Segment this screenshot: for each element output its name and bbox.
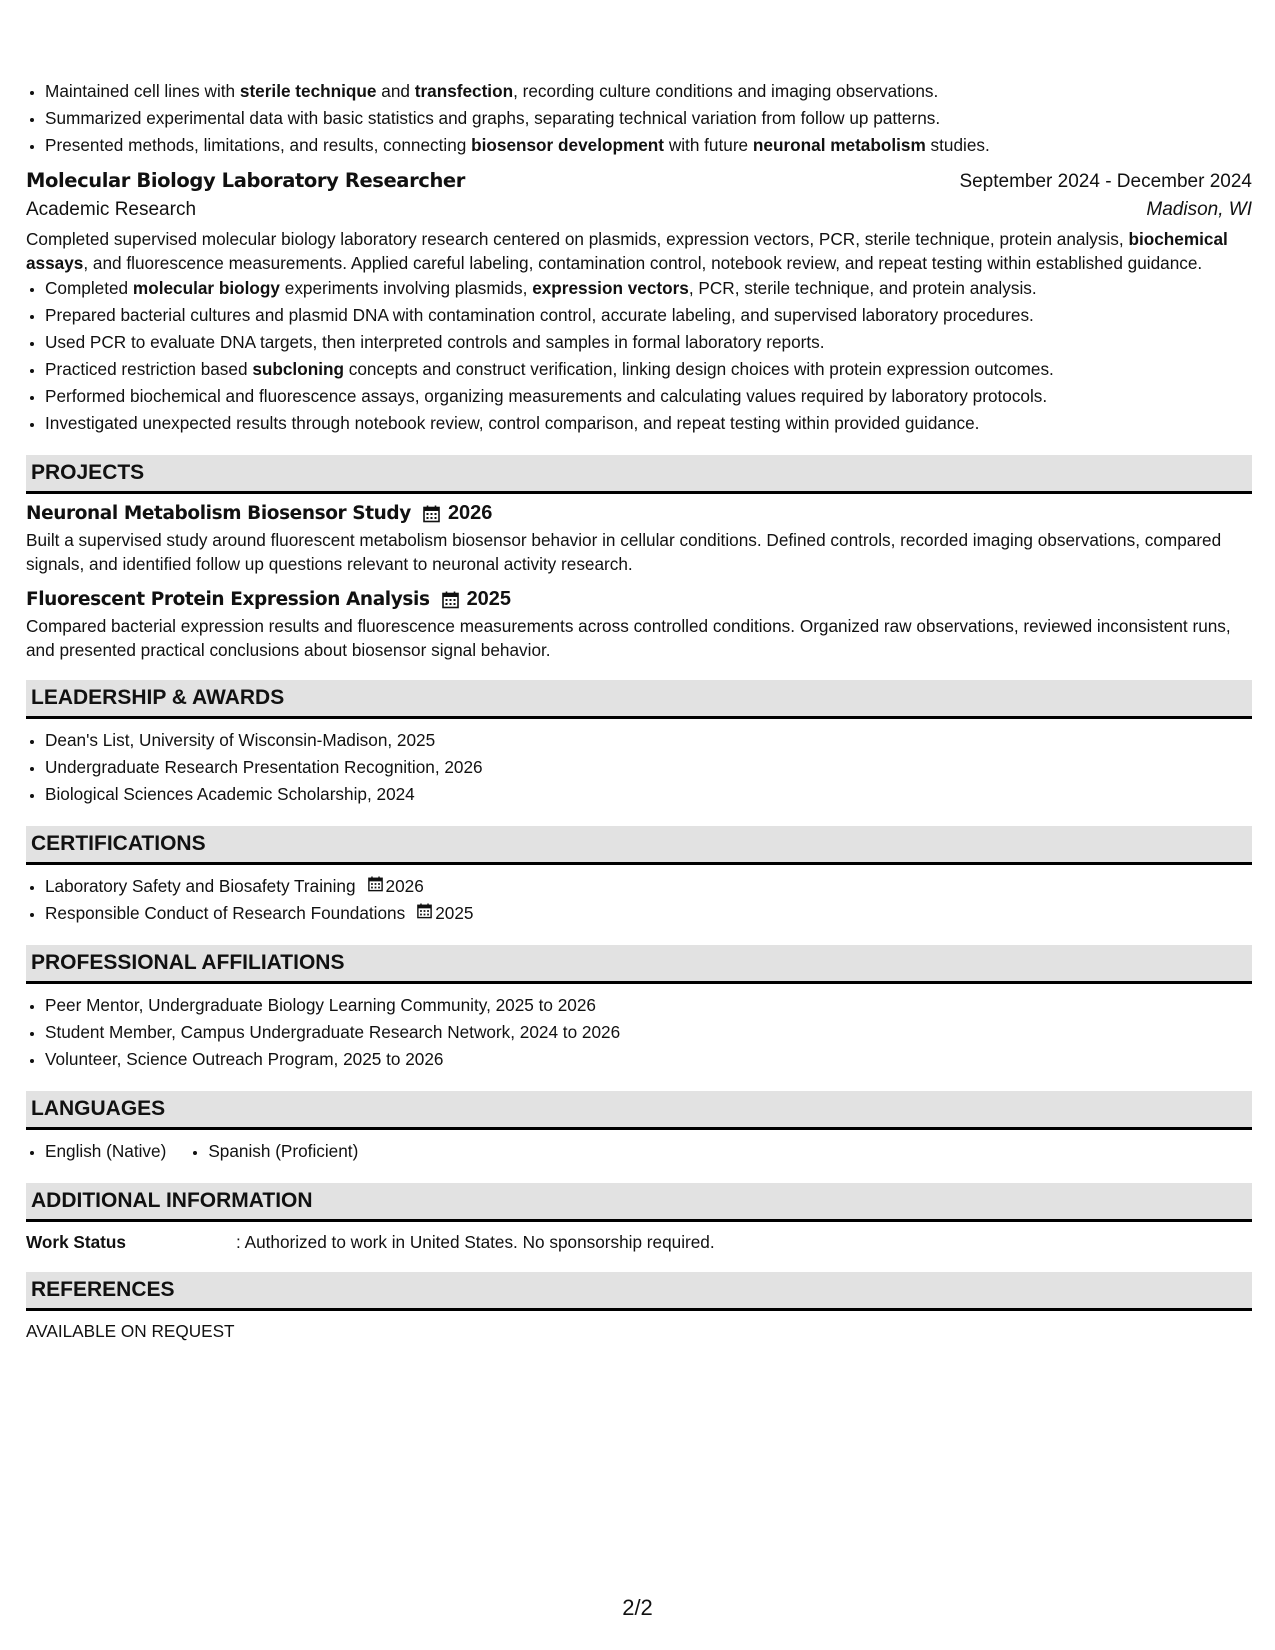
list-item: • English (Native) — [45, 1138, 166, 1165]
bold-term: transfection — [414, 81, 514, 101]
list-item: • Dean's List, University of Wisconsin-Madison, 2025 — [45, 727, 1252, 754]
additional-info-section-heading: ADDITIONAL INFORMATION — [26, 1183, 1252, 1222]
job-dates: September 2024 - December 2024 — [959, 171, 1252, 192]
certifications-list — [26, 873, 1252, 927]
list-item — [45, 900, 1252, 927]
list-item: • Practiced restriction based subcloning concepts and construct verification, linking design choices with protein expression outcomes. — [45, 356, 1252, 383]
job-entry — [26, 169, 1252, 437]
list-item: • Prepared bacterial cultures and plasmid DNA with contamination control, accurate labeling, and supervised laboratory procedures. — [45, 302, 1252, 329]
certification-name: Responsible Conduct of Research Foundations — [45, 903, 406, 923]
list-item: • Presented methods, limitations, and results, connecting biosensor development with future neuronal metabolism studies. — [45, 132, 1252, 159]
references-section-heading: REFERENCES — [26, 1272, 1252, 1311]
certification-year: 2026 — [385, 876, 424, 896]
affiliations-list — [26, 992, 1252, 1073]
bold-term: molecular biology — [132, 278, 280, 298]
leadership-section-heading: LEADERSHIP & AWARDS — [26, 680, 1252, 719]
certification-name: Laboratory Safety and Biosafety Training — [45, 876, 356, 896]
job-subheader — [26, 199, 1252, 221]
project-title: Neuronal Metabolism Biosensor Study — [26, 503, 411, 524]
job-organization: Academic Research — [26, 199, 197, 220]
calendar-icon — [417, 903, 432, 919]
project-header — [26, 588, 1252, 611]
list-item: • Volunteer, Science Outreach Program, 2025 to 2026 — [45, 1046, 1252, 1073]
work-status-row — [26, 1230, 1252, 1254]
page-number: 2/2 — [622, 1595, 653, 1620]
list-item: • Spanish (Proficient) — [208, 1138, 358, 1165]
project-year: 2026 — [447, 502, 493, 524]
job-summary: Completed supervised molecular biology laboratory research centered on plasmids, expression vectors, PCR, sterile technique, protein analysis, biochemical assays, and fluorescence measurements. Applied careful labeling, contamination control, notebook review, and repeat testing within established guidance. — [26, 229, 1228, 273]
project-item — [26, 502, 1252, 576]
project-header — [26, 502, 1252, 525]
project-description: Compared bacterial expression results and fluorescence measurements across controlled conditions. Organized raw observations, reviewed inconsistent runs, and presented practical conclusions about biosensor signal behavior. — [26, 616, 1231, 660]
project-item — [26, 588, 1252, 662]
languages-section-heading: LANGUAGES — [26, 1091, 1252, 1130]
list-item: • Biological Sciences Academic Scholarship, 2024 — [45, 781, 1252, 808]
list-item: • Performed biochemical and fluorescence assays, organizing measurements and calculating values required by laboratory protocols. — [45, 383, 1252, 410]
list-item: • Summarized experimental data with basic statistics and graphs, separating technical variation from follow up patterns. — [45, 105, 1252, 132]
bold-term: biosensor development — [471, 135, 665, 155]
certification-year: 2025 — [435, 903, 474, 923]
affiliations-section-heading: PROFESSIONAL AFFILIATIONS — [26, 945, 1252, 984]
projects-section-heading: PROJECTS — [26, 455, 1252, 494]
project-description: Built a supervised study around fluorescent metabolism biosensor behavior in cellular conditions. Defined controls, recorded imaging observations, compared signals, and identified follow up questions relevant to neuronal activity research. — [26, 530, 1222, 574]
calendar-icon — [442, 591, 459, 609]
bold-term: sterile technique — [239, 81, 377, 101]
job-bullet-list — [26, 275, 1252, 437]
job-location: Madison, WI — [1146, 199, 1252, 220]
leadership-list — [26, 727, 1252, 808]
calendar-icon — [368, 876, 383, 892]
list-item: • Used PCR to evaluate DNA targets, then interpreted controls and samples in formal laboratory reports. — [45, 329, 1252, 356]
project-title: Fluorescent Protein Expression Analysis — [26, 589, 430, 610]
work-status-label: Work Status — [26, 1232, 126, 1252]
list-item: • Investigated unexpected results through notebook review, control comparison, and repeat testing within provided guidance. — [45, 410, 1252, 437]
work-status-value: : Authorized to work in United States. No sponsorship required. — [236, 1232, 715, 1252]
project-year: 2025 — [466, 588, 512, 610]
resume-page — [26, 78, 1252, 1343]
list-item: • Peer Mentor, Undergraduate Biology Learning Community, 2025 to 2026 — [45, 992, 1252, 1019]
list-item: • Student Member, Campus Undergraduate Research Network, 2024 to 2026 — [45, 1019, 1252, 1046]
languages-list — [26, 1138, 1252, 1165]
calendar-icon — [423, 505, 440, 523]
job-header — [26, 169, 1252, 193]
bold-term: expression vectors — [532, 278, 689, 298]
list-item: • Maintained cell lines with sterile technique and transfection, recording culture conditions and imaging observations. — [45, 78, 1252, 105]
list-item — [45, 873, 1252, 900]
list-item: • Undergraduate Research Presentation Recognition, 2026 — [45, 754, 1252, 781]
bold-term: subcloning — [252, 359, 344, 379]
certifications-section-heading: CERTIFICATIONS — [26, 826, 1252, 865]
job-title: Molecular Biology Laboratory Researcher — [26, 169, 465, 192]
list-item: • Completed molecular biology experiments involving plasmids, expression vectors, PCR, sterile technique, and protein analysis. — [45, 275, 1252, 302]
bold-term: neuronal metabolism — [752, 135, 926, 155]
projects-list — [26, 502, 1252, 662]
bold-term: biochemical assays — [26, 229, 1228, 273]
references-text: AVAILABLE ON REQUEST — [26, 1321, 235, 1341]
research-bullet-list — [26, 78, 1252, 159]
